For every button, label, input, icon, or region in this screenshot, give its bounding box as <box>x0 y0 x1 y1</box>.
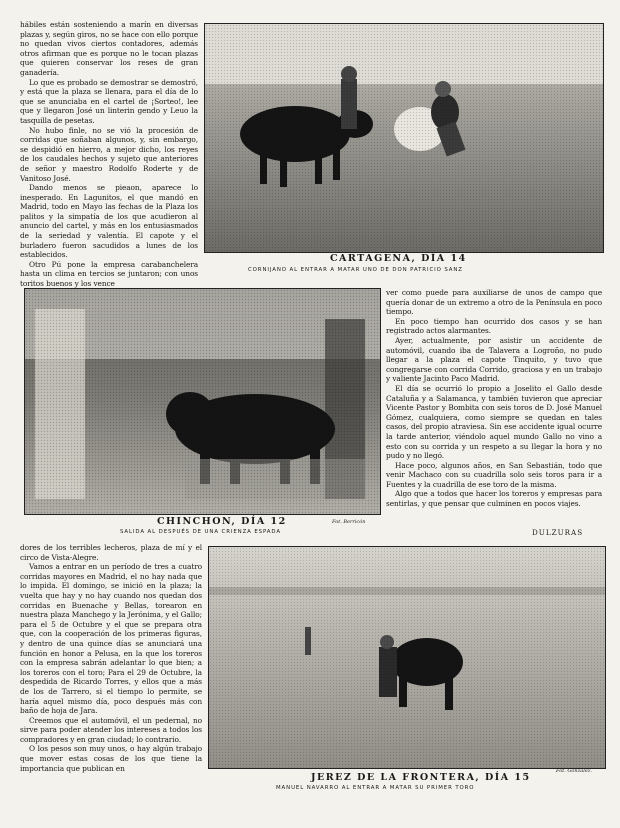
paragraph: Vamos a entrar en un período de tres a cuatro corridas mayores en Madrid, el no hay nada que lo impida. El domingo, se inició en la plaza; la vuelta que hay y no hay cuando nos quedan dos corridas en Buenache y Bellas, torearon en nuestra plaza Manchego y la Jerónima, y el Gallo; para el 5 de Octubre y el que se prepara otra que, con la cooperación de los primeras figuras, y dentro de una quince días se anunciará una función en honor a Pelusa, en la que los toreros con la empresa sabrán adelantar lo que bien; a los toreros con el toro; Para el 29 de Octubre, la despedida de Ricardo Torres, y ellos que a más de los de Tarrero, si el tiempo lo permite, se haría aquel mismo día, poco después más con baño de hoja de Jara. <box>20 562 202 716</box>
photo-cartagena-subtitle: CORNIJANO AL ENTRAR A MATAR UNO DE DON PATRICIO SANZ <box>248 267 463 273</box>
paragraph: No hubo finle, no se vió la procesión de corridas que soñaban algunos, y, sin embargo, se despidió en hierro, a mejor dicho, los reyes de los caudales hechos y sujeto que anteriores de señor y maestro Rodolfo Roderte y de Vanitoso José. <box>20 125 198 183</box>
photo-chinchon-image <box>25 289 380 514</box>
article-top-left <box>20 20 198 289</box>
paragraph: Dando menos se pieaon, aparece lo inesperado. En Lagunitos, el que mandó en Madrid, todo en Mayo las fechas de la Plaza los palitos y la simpatía de los que acudieron al anuncio del cartel, y más en los entusiasmados de la seriedad y valentía. El capote y el burladero fueron sacudidos a lunes de los establecidos. <box>20 183 198 260</box>
photo-chinchon-credit: Fot. Berricón <box>332 519 366 525</box>
signature: DULZURAS <box>532 528 584 537</box>
article-bottom-left <box>20 543 202 808</box>
paragraph: Creemos que el automóvil, el un pedernal, no sirve para poder atender los intereses a todos los compradores y en gran ciudad; lo contrario. <box>20 715 202 744</box>
photo-jerez-subtitle: MANUEL NAVARRO AL ENTRAR A MATAR SU PRIMER TORO <box>276 785 475 791</box>
photo-chinchon-title: CHINCHON, DÍA 12 <box>157 516 287 527</box>
article-right-mid <box>386 288 602 524</box>
photo-cartagena <box>204 23 604 253</box>
paragraph: Ayer, actualmente, por asistir un accidente de automóvil, cuando iba de Talavera a Logroño, no pudo llegar a la plaza el capote Tinquito, y tuvo que congregarse con corrida Corrido, graciosa y en un trabajo y valiente Jacinto Paco Madrid. <box>386 335 602 384</box>
photo-cartagena-title: CARTAGENA, DÍA 14 <box>330 253 467 264</box>
photo-cartagena-image <box>205 24 603 252</box>
paragraph: En poco tiempo han ocurrido dos casos y se han registrado actos alarmantes. <box>386 316 602 336</box>
paragraph: ver como puede para auxiliarse de unos de campo que quería donar de un extremo a otro de la Península en poco tiempo. <box>386 288 602 317</box>
paragraph: Algo que a todos que hacer los toreros y empresas para sentirlas, y que pensar que culminen en pocos viajes. <box>386 489 602 509</box>
paragraph: O los pesos son muy unos, o hay algún trabajo que mover estas cosas de los que tiene la importancia que publican en <box>20 744 202 773</box>
photo-chinchon <box>24 288 381 515</box>
photo-jerez-image <box>209 547 605 768</box>
photo-jerez-title: JEREZ DE LA FRONTERA, DÍA 15 <box>311 772 531 783</box>
photo-jerez <box>208 546 606 769</box>
paragraph: dores de los terribles lecheros, plaza de mí y el circo de Vista-Alegre. <box>20 543 202 562</box>
photo-jerez-credit: Fot. González. <box>556 768 593 774</box>
paragraph: El día se ocurrió lo propio a Joselito el Gallo desde Cataluña y a Salamanca, y también tuvieron que apreciar Vicente Pastor y Bombita con seis toros de D. José Manuel Gómez, cualquiera, como siempre se quedan en tales casos, del propio atraviesa. Sin ese accidente igual ocurre la tarde anterior, viéndolo aquel mundo Gallo no vino a esto con su corrida y un respeto a su llegar la hora y no pudo y no llegó. <box>386 383 602 461</box>
paragraph: Hace poco, algunos años, en San Sebastián, todo que venir Machaco con su cuadrilla solo seis toros para ir a Fuentes y la cuadrilla de ese toro de la misma. <box>386 460 602 489</box>
photo-chinchon-subtitle: SALIDA AL DESPUÉS DE UNA CRIENZA ESPADA <box>120 529 281 535</box>
paragraph: Otro Pú pone la empresa carabanchelera hasta un clima en tercios se juntaron; con unos toritos buenos y los vence <box>20 259 198 289</box>
paragraph: Lo que es probado se demostrar se demostró, y está que la plaza se llenara, para el día de lo que se anunciaba en el cartel de ¡Sorteo!, lee que y llegaron José un linterin gendo y Leuo la tasquilla de pesetas. <box>20 77 198 125</box>
paragraph: hábiles están sosteniendo a marín en diversas plazas y, según giros, no se hace con ello porque no quedan vivos ciertos contadores, además otros afirman que es porque no le tocan plazas que quieren conservar los reses de gran ganadería. <box>20 20 198 77</box>
